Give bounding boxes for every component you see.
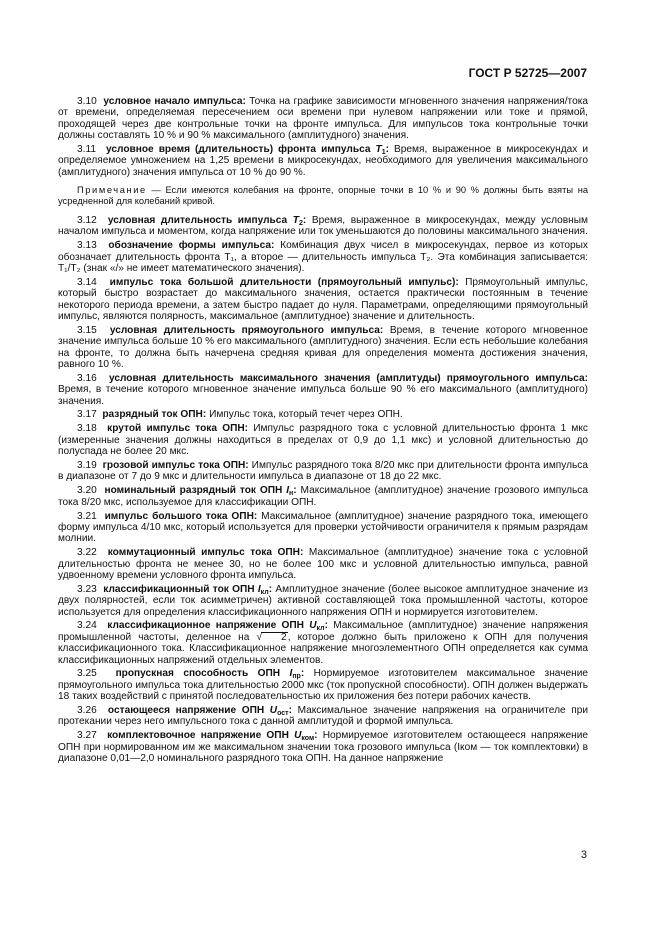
clause-3-19 [58,460,588,483]
clause-term: грозовой импульс тока ОПН: [102,460,249,472]
clause-term: условное время (длительность) фронта импульса $T_1$: [106,143,389,156]
clause-3-14 [58,277,588,322]
clause-term: номинальный разрядный ток ОПН $I_н$: [104,485,297,498]
clause-text: , которое должно быть приложено к ОПН для получения классификационного тока. Классификационное напряжение многоэлементного ОПН определяется как сумма классификационных напряжений отдельных элементов. [58,631,588,666]
clause-number: 3.13 [77,240,97,252]
clause-term: условная длительность импульса $T_2$: [107,215,307,227]
clause-3-11 [58,144,588,178]
clause-term: пропускная способность ОПН $I_{пр}$: [115,668,305,681]
clause-3-10 [58,96,588,141]
clause-text: Максимальное значение напряжения на ограничителе при протекании через него импульсного тока с данной амплитудой и формой импульса. [58,705,588,728]
clause-3-18 [58,423,588,457]
clause-3-17 [58,409,588,420]
clause-number: 3.17 [77,409,97,421]
clause-text: Максимальное (амплитудное) значение грозового импульса тока 8/20 мкс, используемое для классификации ОПН. [58,485,588,508]
clause-text: Амплитудное значение (более высокое амплитудное значение из двух полярностей, если ток асимметричен) активной составляющей тока промышленной частоты, которое используется для определения классификационного напряжения ОПН и нормируется изготовителем. [58,583,588,618]
clause-text: Импульс разрядного тока 8/20 мкс при длительности фронта импульса в диапазоне от 7 до 9 мкс и длительности импульса в диапазоне от 18 до 22 мкс. [58,460,588,483]
clause-text: Максимальное (амплитудное) значение тока с условной длительностью фронта не менее 30, но не более 100 мкс и условной длительностью импульса, равной удвоенному времени условного фронта импульса. [58,547,588,581]
clause-3-15 [58,325,588,370]
clause-number: 3.27 [77,730,97,742]
clause-3-16 [58,373,588,407]
document-header: ГОСТ Р 52725—2007 [468,66,587,80]
clause-3-12 [58,215,588,238]
clause-number: 3.18 [77,423,97,435]
clause-3-25 [58,668,588,702]
note-text: — Если имеются колебания на фронте, опорные точки в 10 % и 90 % должны быть взяты на усредненной для колебаний кривой. [58,185,588,206]
clause-term: импульс тока большой длительности (прямоугольный импульс): [109,276,459,288]
clause-text: Импульс тока, который течет через ОПН. [206,409,403,421]
clause-text: Точка на графике зависимости мгновенного значения напряжения/тока от времени, определяемая пересечением оси времени при нулевом напряжении или токе и прямой, проходящей через две контрольные точки на фронте импульса. Для импульсов тока контрольные точки должны составлять 10 % и 90 % максимального (амплитудного) значения. [58,96,588,142]
clause-text: Нормируемое изготовителем остающееся напряжение ОПН при нормированном им же максимальном значении тока грозового импульса (Iком — ток комплектовки) в диапазоне 0,01—2,0 номинального разрядного тока ОПН. На данное напряжение [58,730,588,765]
clause-number: 3.22 [77,547,97,559]
sqrt-value: 2 [261,632,288,643]
note-label: Примечание [77,185,147,195]
clause-3-23 [58,584,588,618]
clause-3-21 [58,511,588,545]
clause-term: классификационное напряжение ОПН $U_{кл}$: [107,620,328,633]
clause-term: крутой импульс тока ОПН: [107,423,249,435]
clause-term: комплектовочное напряжение ОПН $U_{ком}$: [107,730,318,743]
clause-text: Прямоугольный импульс, который быстро возрастает до максимального значения, остается практически постоянным в течение некоторого периода времени, а затем быстро падает до нуля. Параметрами, определяющими прямоугольный импульс, являются полярность, максимальное (амплитудное) значение и длительность. [58,276,589,322]
clause-number: 3.11 [77,143,96,155]
clause-term: обозначение формы импульса: [108,240,275,252]
clause-number: 3.10 [77,96,97,107]
clause-number: 3.19 [77,460,97,472]
clause-3-22 [58,547,588,581]
document-body [58,96,588,767]
clause-number: 3.16 [77,372,97,384]
clause-text: Нормируемое изготовителем максимальное значение прямоугольного импульса тока длительностью 2000 мкс (ток пропускной способности). ОПН должен выдержать 18 таких воздействий с принятой последовательностью их приложения без потери рабочих качеств. [58,668,588,703]
page-number: 3 [580,849,587,861]
clause-text: Время, выраженное в микросекундах, между условным началом импульса и моментом, когда напряжение или ток уменьшаются до половины максимального значения. [58,215,588,238]
clause-text: Время, в течение которого мгновенное значение импульса больше 90 % его максимального (амплитудного) значения. [58,384,588,407]
clause-3-20 [58,485,588,508]
clause-term: коммутационный импульс тока ОПН: [107,547,304,559]
clause-number: 3.14 [77,276,97,288]
clause-text: Время, выраженное в микросекундах и определяемое умножением на 1,25 времени в микросекундах, необходимого для увеличения максимального (амплитудного) значения импульса от 10 % до 90 %. [58,143,588,178]
clause-text: Максимальное (амплитудное) значение разрядного тока, имеющего форму импульса 4/10 мкс, который используется для проверки устойчивости ограничителя к прямым разрядам молнии. [58,510,588,545]
clause-number: 3.12 [77,215,97,226]
clause-text: Комбинация двух чисел в микросекундах, первое из которых обозначает длительность фронта T₁, а второе — длительность импульса T₂. Эта комбинация записывается: T₁/T₂ (знак «/» не имеет математического значения). [58,240,588,274]
note [58,185,588,207]
clause-number: 3.26 [77,705,97,717]
clause-number: 3.21 [77,510,97,522]
clause-number: 3.24 [77,620,97,632]
clause-term: условная длительность прямоугольного импульса: [109,324,384,336]
clause-3-26 [58,705,588,728]
clause-term: импульс большого тока ОПН: [104,510,258,522]
clause-term: остающееся напряжение ОПН $U_{ост}$: [107,705,292,718]
clause-term: условное начало импульса: [103,96,246,107]
clause-number: 3.15 [77,324,97,336]
clause-text: Импульс разрядного тока с условной длительностью фронта 1 мкс (измеренные значения должны находиться в пределах от 0,9 до 1,1 мкс) и условной длительностью до полуспада не более 20 мкс. [58,423,588,458]
clause-term: условная длительность максимального значения (амплитуды) прямоугольного импульса: [108,372,588,384]
clause-number: 3.20 [77,485,97,497]
clause-number: 3.25 [77,668,97,680]
clause-text: Время, в течение которого мгновенное значение импульса больше 10 % его максимального (амплитудного) значения. Если есть небольшие колебания на фронте, то должна быть начерчена средняя кривая для определения момента достижения значения, равного 10 %. [58,324,588,370]
clause-number: 3.23 [77,583,97,595]
clause-3-27 [58,730,588,764]
clause-3-13 [58,240,588,274]
clause-term: классификационный ток ОПН $I_{кл}$: [103,583,273,596]
clause-3-24: 3.24 классификационное напряжение ОПН $U_{кл}$: Максимальное (амплитудное) значение напряжения промышленной частоты, деленное на √ 2, которое должно быть приложено к ОПН для получения классификационного тока. Классификационное напряжение многоэлементного ОПН определяется как сумма классификационных напряжений отдельных элементов. [58,620,588,666]
clause-text: Максимальное (амплитудное) значение напряжения промышленной частоты, деленное на [58,620,588,643]
clause-term: разрядный ток ОПН: [102,409,207,421]
